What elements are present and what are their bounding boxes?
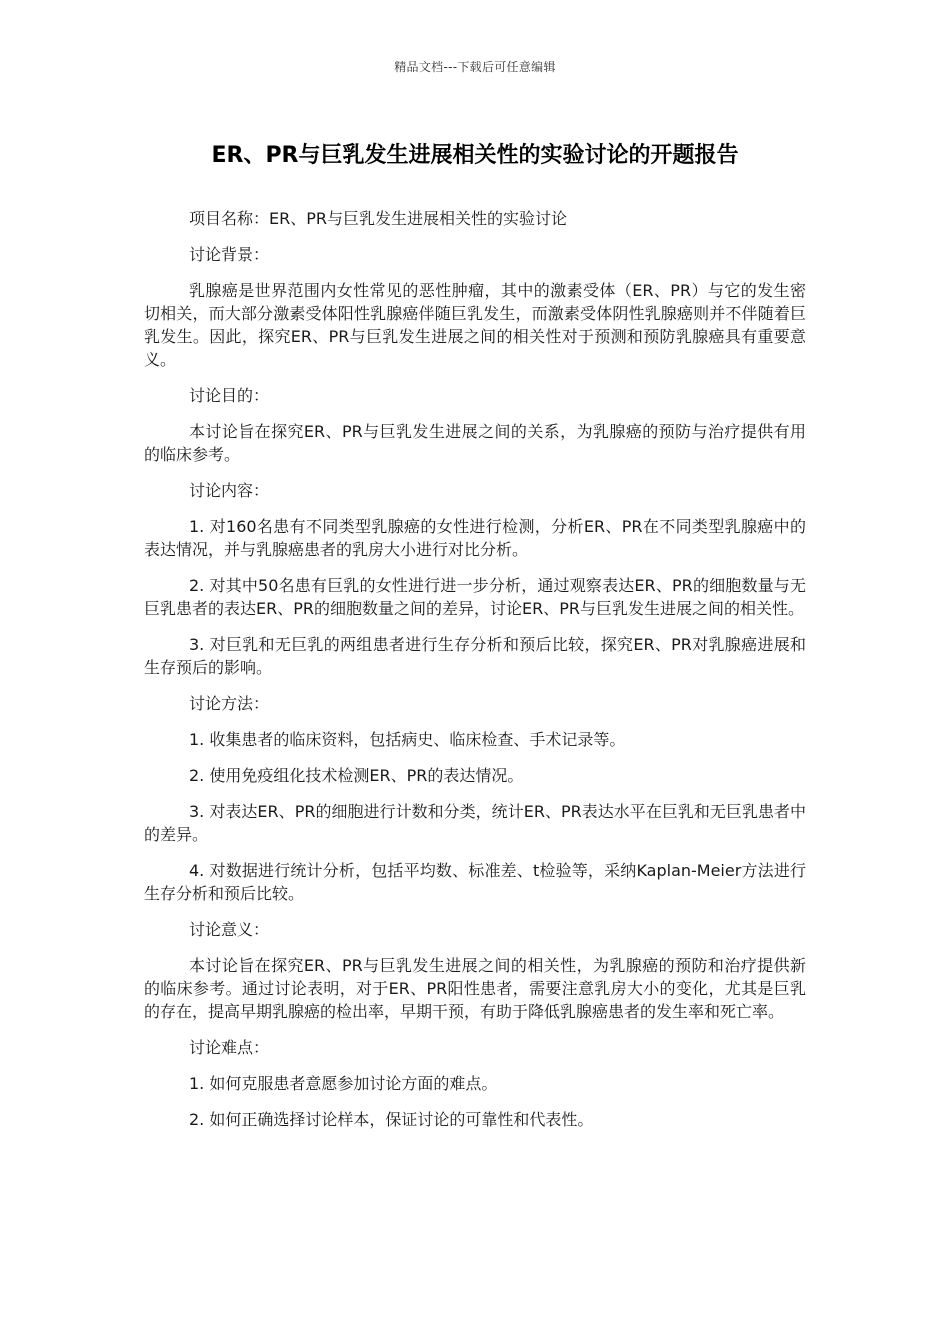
content-item-1: 1. 对160名患有不同类型乳腺癌的女性进行检测，分析ER、PR在不同类型乳腺癌中的表达情况，并与乳腺癌患者的乳房大小进行对比分析。 (144, 517, 806, 559)
section-heading-content: 讨论内容： (189, 481, 270, 500)
method-item-2: 2. 使用免疫组化技术检测ER、PR的表达情况。 (189, 766, 524, 785)
difficulty-item-2: 2. 如何正确选择讨论样本，保证讨论的可靠性和代表性。 (189, 1110, 594, 1129)
section-heading-difficulties: 讨论难点： (189, 1038, 270, 1057)
significance-paragraph: 本讨论旨在探究ER、PR与巨乳发生进展之间的相关性，为乳腺癌的预防和治疗提供新的临床参考。通过讨论表明，对于ER、PR阳性患者，需要注意乳房大小的变化，尤其是巨乳的存在，提高早期乳腺癌的检出率，早期干预，有助于降低乳腺癌患者的发生率和死亡率。 (144, 956, 806, 1021)
project-name-line: 项目名称：ER、PR与巨乳发生进展相关性的实验讨论 (189, 209, 567, 228)
purpose-paragraph: 本讨论旨在探究ER、PR与巨乳发生进展之间的关系，为乳腺癌的预防与治疗提供有用的临床参考。 (144, 422, 806, 464)
document-body (144, 207, 806, 1144)
background-paragraph: 乳腺癌是世界范围内女性常见的恶性肿瘤，其中的激素受体（ER、PR）与它的发生密切相关，而大部分激素受体阳性乳腺癌伴随巨乳发生，而激素受体阴性乳腺癌则并不伴随着巨乳发生。因此，探究ER、PR与巨乳发生进展之间的相关性对于预测和预防乳腺癌具有重要意义。 (144, 281, 806, 369)
section-heading-significance: 讨论意义： (189, 920, 270, 939)
content-item-3: 3. 对巨乳和无巨乳的两组患者进行生存分析和预后比较，探究ER、PR对乳腺癌进展和生存预后的影响。 (144, 635, 806, 677)
section-heading-purpose: 讨论目的： (189, 386, 270, 405)
method-item-4: 4. 对数据进行统计分析，包括平均数、标准差、t检验等，采纳Kaplan-Meier方法进行生存分析和预后比较。 (144, 861, 806, 903)
difficulty-item-1: 1. 如何克服患者意愿参加讨论方面的难点。 (189, 1074, 498, 1093)
method-item-3: 3. 对表达ER、PR的细胞进行计数和分类，统计ER、PR表达水平在巨乳和无巨乳患者中的差异。 (144, 802, 806, 844)
method-item-1: 1. 收集患者的临床资料，包括病史、临床检查、手术记录等。 (189, 730, 626, 749)
header-note: 精品文档---下载后可任意编辑 (394, 60, 556, 74)
section-heading-methods: 讨论方法： (189, 694, 270, 713)
content-item-2: 2. 对其中50名患有巨乳的女性进行进一步分析，通过观察表达ER、PR的细胞数量与无巨乳患者的表达ER、PR的细胞数量之间的差异，讨论ER、PR与巨乳发生进展之间的相关性。 (144, 576, 806, 618)
section-heading-background: 讨论背景： (189, 245, 270, 264)
document-title: ER、PR与巨乳发生进展相关性的实验讨论的开题报告 (211, 143, 739, 168)
